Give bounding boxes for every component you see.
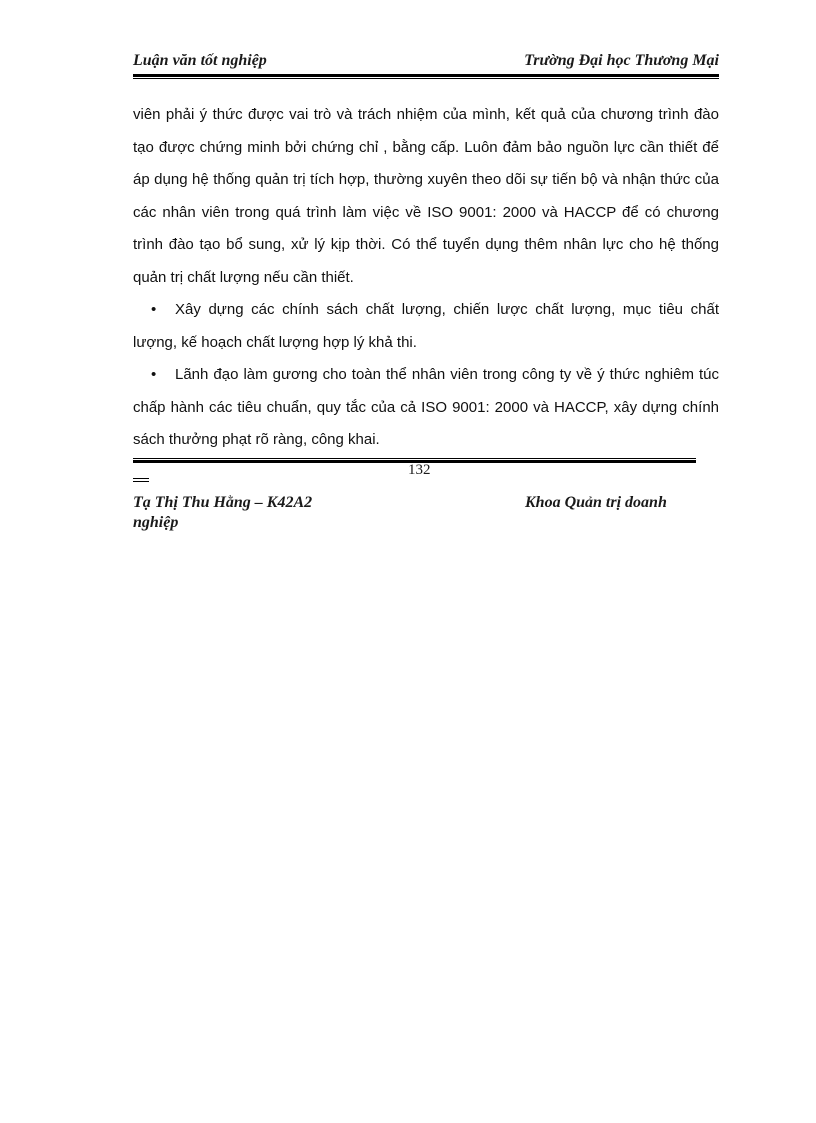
- bullet-dot-icon: •: [151, 301, 157, 318]
- bullet-dot-icon: •: [151, 366, 157, 383]
- main-content: [133, 99, 719, 457]
- bullet-text: Xây dựng các chính sách chất lượng, chiến lược chất lượng, mục tiêu chất lượng, kế hoạch chất lượng hợp lý khả thi.: [133, 301, 719, 351]
- header-divider: [133, 74, 719, 79]
- bullet-text: Lãnh đạo làm gương cho toàn thể nhân viên trong công ty về ý thức nghiêm túc chấp hành các tiêu chuẩn, quy tắc của cả ISO 9001: 2000 và HACCP, xây dựng chính sách thưởng phạt rõ ràng, công khai.: [133, 366, 719, 448]
- footer-faculty-continued: nghiệp: [133, 514, 179, 531]
- footer-divider-stub: [133, 478, 149, 482]
- bullet-item: [133, 359, 719, 457]
- header-university-name: Trường Đại học Thương Mại: [524, 52, 719, 69]
- bullet-item: [133, 294, 719, 359]
- page-header: [133, 50, 719, 72]
- footer-faculty: Khoa Quản trị doanh: [525, 494, 667, 511]
- footer-author: Tạ Thị Thu Hằng – K42A2: [133, 494, 313, 511]
- page-number: 132: [408, 462, 431, 478]
- header-thesis-label: Luận văn tốt nghiệp: [133, 52, 267, 69]
- body-paragraph: viên phải ý thức được vai trò và trách nhiệm của mình, kết quả của chương trình đào tạo được chứng minh bởi chứng chỉ , bằng cấp. Luôn đảm bảo nguồn lực cần thiết để áp dụng hệ thống quản trị tích hợp, thường xuyên theo dõi sự tiến bộ và nhận thức của các nhân viên trong quá trình làm việc về ISO 9001: 2000 và HACCP để có chương trình đào tạo bổ sung, xử lý kịp thời. Có thể tuyển dụng thêm nhân lực cho hệ thống quản trị chất lượng nếu cần thiết.: [133, 106, 719, 286]
